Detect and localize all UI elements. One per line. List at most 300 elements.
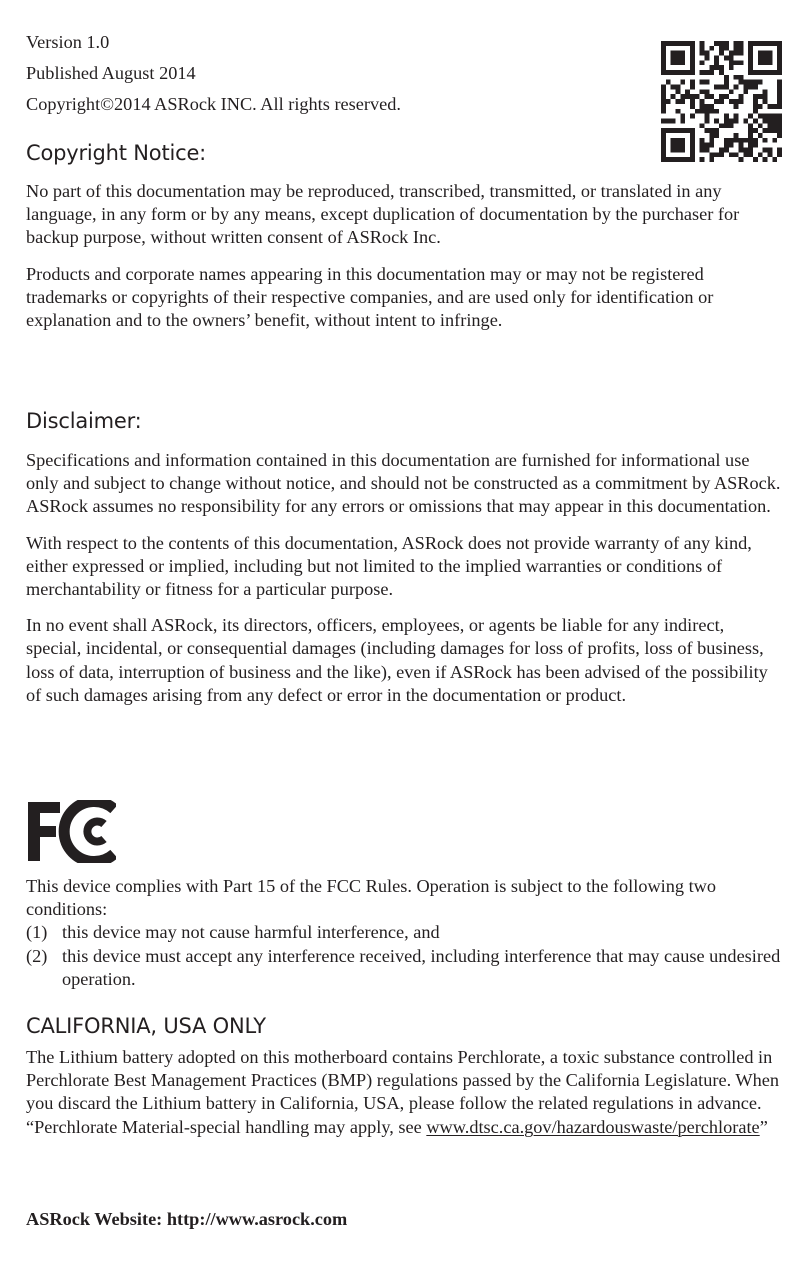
- qr-module: [690, 157, 695, 162]
- qr-module: [758, 104, 763, 109]
- qr-module: [734, 85, 739, 90]
- qr-module: [767, 70, 772, 75]
- fcc-logo-icon: [26, 800, 116, 863]
- qr-module: [661, 41, 666, 46]
- qr-module: [758, 80, 763, 85]
- qr-module: [714, 60, 719, 65]
- qr-module: [709, 104, 714, 109]
- qr-module: [690, 70, 695, 75]
- qr-module: [753, 94, 758, 99]
- qr-module: [738, 75, 743, 80]
- qr-module: [772, 128, 777, 133]
- qr-module: [671, 118, 676, 123]
- qr-module: [753, 85, 758, 90]
- qr-module: [705, 143, 710, 148]
- qr-module: [763, 41, 768, 46]
- qr-module: [661, 147, 666, 152]
- qr-module: [690, 85, 695, 90]
- qr-module: [719, 123, 724, 128]
- qr-module: [748, 65, 753, 70]
- qr-module: [724, 138, 729, 143]
- qr-module: [709, 133, 714, 138]
- qr-module: [680, 41, 685, 46]
- qr-module: [753, 104, 758, 109]
- qr-module: [777, 41, 782, 46]
- qr-module: [709, 65, 714, 70]
- qr-module: [763, 128, 768, 133]
- qr-module: [705, 56, 710, 61]
- qr-module: [709, 109, 714, 114]
- qr-module: [719, 41, 724, 46]
- qr-module: [734, 41, 739, 46]
- version-line: Version 1.0: [26, 32, 110, 52]
- perchlorate-quote: [26, 1116, 782, 1139]
- qr-module: [748, 143, 753, 148]
- qr-module: [743, 85, 748, 90]
- qr-module: [729, 118, 734, 123]
- qr-module: [734, 99, 739, 104]
- qr-module: [700, 138, 705, 143]
- qr-module: [709, 143, 714, 148]
- qr-module: [671, 85, 676, 90]
- qr-module: [767, 123, 772, 128]
- qr-module: [666, 80, 671, 85]
- qr-module: [758, 152, 763, 157]
- qr-module: [676, 109, 681, 114]
- qr-module: [700, 109, 705, 114]
- qr-module: [763, 118, 768, 123]
- qr-module: [758, 114, 763, 119]
- qr-module: [671, 60, 676, 65]
- qr-module: [680, 94, 685, 99]
- qr-module: [666, 70, 671, 75]
- qr-module: [729, 99, 734, 104]
- qr-module: [690, 94, 695, 99]
- qr-module: [724, 123, 729, 128]
- qr-module: [772, 114, 777, 119]
- qr-module: [700, 51, 705, 56]
- qr-module: [719, 51, 724, 56]
- qr-module: [690, 46, 695, 51]
- qr-module: [709, 152, 714, 157]
- qr-module: [729, 60, 734, 65]
- qr-module: [763, 114, 768, 119]
- qr-module: [671, 128, 676, 133]
- qr-module: [671, 147, 676, 152]
- qr-module: [777, 114, 782, 119]
- qr-module: [734, 133, 739, 138]
- qr-module: [700, 157, 705, 162]
- dtsc-perchlorate-link[interactable]: www.dtsc.ca.gov/hazardouswaste/perchlorate: [426, 1116, 760, 1137]
- qr-module: [767, 41, 772, 46]
- qr-module: [724, 41, 729, 46]
- qr-module: [676, 143, 681, 148]
- qr-module: [767, 147, 772, 152]
- qr-module: [753, 80, 758, 85]
- qr-module: [748, 51, 753, 56]
- qr-module: [680, 56, 685, 61]
- qr-module: [695, 109, 700, 114]
- qr-module: [661, 89, 666, 94]
- qr-module: [676, 60, 681, 65]
- qr-module: [777, 152, 782, 157]
- qr-module: [700, 89, 705, 94]
- qr-module: [758, 60, 763, 65]
- qr-module: [767, 152, 772, 157]
- qr-module: [700, 147, 705, 152]
- published-line: Published August 2014: [26, 63, 196, 83]
- qr-module: [748, 147, 753, 152]
- qr-module: [729, 51, 734, 56]
- qr-module: [738, 41, 743, 46]
- copyright-paragraph-2: Products and corporate names appearing in this documentation may or may not be registered trademarks or copyrights of their respective companies, and are used only for identification or explanation and to the owners’ benefit, without intent to infringe.: [26, 263, 714, 331]
- qr-module: [719, 147, 724, 152]
- qr-module: [700, 41, 705, 46]
- qr-module: [666, 157, 671, 162]
- qr-module: [734, 152, 739, 157]
- qr-module: [777, 147, 782, 152]
- qr-module: [714, 99, 719, 104]
- qr-module: [714, 128, 719, 133]
- qr-module: [748, 56, 753, 61]
- qr-module: [661, 143, 666, 148]
- qr-module: [680, 128, 685, 133]
- qr-module: [758, 133, 763, 138]
- qr-module: [763, 56, 768, 61]
- qr-module: [719, 152, 724, 157]
- qr-module: [661, 133, 666, 138]
- asrock-website: ASRock Website: http://www.asrock.com: [26, 1209, 348, 1229]
- qr-module: [753, 99, 758, 104]
- qr-module: [738, 99, 743, 104]
- qr-module: [661, 138, 666, 143]
- qr-module: [777, 104, 782, 109]
- qr-module: [676, 157, 681, 162]
- qr-module: [714, 41, 719, 46]
- qr-module: [748, 138, 753, 143]
- qr-module: [709, 128, 714, 133]
- qr-module: [758, 41, 763, 46]
- perchlorate-quote-prefix: “Perchlorate Material-special handling may apply, see: [26, 1116, 427, 1137]
- qr-module: [680, 80, 685, 85]
- qr-module: [714, 85, 719, 90]
- qr-module: [772, 123, 777, 128]
- qr-module: [705, 51, 710, 56]
- qr-module: [671, 138, 676, 143]
- qr-module: [661, 109, 666, 114]
- qr-module: [676, 56, 681, 61]
- qr-module: [680, 60, 685, 65]
- qr-module: [724, 94, 729, 99]
- qr-module: [748, 80, 753, 85]
- qr-module: [690, 147, 695, 152]
- qr-module: [680, 143, 685, 148]
- qr-module: [714, 65, 719, 70]
- qr-module: [734, 138, 739, 143]
- qr-module: [690, 143, 695, 148]
- qr-module: [777, 128, 782, 133]
- qr-module: [680, 138, 685, 143]
- qr-module: [734, 75, 739, 80]
- qr-module: [767, 104, 772, 109]
- qr-module: [671, 70, 676, 75]
- qr-module: [777, 51, 782, 56]
- qr-module: [777, 99, 782, 104]
- qr-module: [767, 51, 772, 56]
- qr-module: [729, 138, 734, 143]
- qr-module: [680, 118, 685, 123]
- qr-module: [772, 118, 777, 123]
- qr-module: [753, 109, 758, 114]
- qr-module: [777, 133, 782, 138]
- qr-module: [758, 94, 763, 99]
- qr-module: [724, 147, 729, 152]
- fcc-condition-2: [26, 945, 782, 991]
- qr-module: [690, 133, 695, 138]
- qr-module: [734, 104, 739, 109]
- qr-module: [734, 118, 739, 123]
- qr-module: [753, 41, 758, 46]
- qr-module: [661, 118, 666, 123]
- qr-module: [709, 157, 714, 162]
- qr-module: [680, 147, 685, 152]
- qr-module: [700, 99, 705, 104]
- qr-module: [685, 157, 690, 162]
- qr-module: [661, 157, 666, 162]
- qr-module: [772, 41, 777, 46]
- qr-module: [676, 41, 681, 46]
- qr-module: [705, 94, 710, 99]
- qr-module: [661, 46, 666, 51]
- qr-module: [719, 46, 724, 51]
- qr-module: [777, 60, 782, 65]
- qr-module: [705, 128, 710, 133]
- qr-module: [748, 70, 753, 75]
- qr-module: [777, 89, 782, 94]
- qr-module: [743, 80, 748, 85]
- qr-module: [777, 94, 782, 99]
- qr-module: [767, 60, 772, 65]
- qr-module: [777, 80, 782, 85]
- qr-module: [743, 152, 748, 157]
- qr-module: [734, 60, 739, 65]
- qr-module: [758, 123, 763, 128]
- qr-module: [738, 147, 743, 152]
- qr-module: [680, 114, 685, 119]
- qr-module: [690, 138, 695, 143]
- qr-module: [661, 85, 666, 90]
- qr-module: [685, 128, 690, 133]
- qr-module: [763, 60, 768, 65]
- qr-module: [719, 70, 724, 75]
- qr-module: [729, 65, 734, 70]
- qr-module: [743, 89, 748, 94]
- qr-module: [685, 41, 690, 46]
- disclaimer-body: [26, 449, 782, 707]
- qr-module: [772, 104, 777, 109]
- qr-module: [763, 94, 768, 99]
- qr-module: [685, 94, 690, 99]
- qr-module: [753, 70, 758, 75]
- qr-module: [734, 114, 739, 119]
- qr-module: [719, 99, 724, 104]
- qr-module: [700, 70, 705, 75]
- qr-module: [753, 118, 758, 123]
- qr-module: [767, 118, 772, 123]
- qr-module: [753, 143, 758, 148]
- qr-module: [719, 85, 724, 90]
- qr-module: [690, 152, 695, 157]
- qr-module: [724, 56, 729, 61]
- qr-module: [666, 99, 671, 104]
- qr-module: [748, 123, 753, 128]
- fcc-conditions-list: [26, 921, 782, 991]
- fcc-condition-text: this device may not cause harmful interference, and: [62, 922, 440, 943]
- qr-module: [763, 51, 768, 56]
- qr-module: [777, 46, 782, 51]
- qr-module: [671, 56, 676, 61]
- qr-module: [705, 109, 710, 114]
- perchlorate-quote-suffix: ”: [759, 1116, 768, 1137]
- qr-module: [676, 138, 681, 143]
- qr-module: [705, 118, 710, 123]
- copyright-line: Copyright©2014 ASRock INC. All rights reserved.: [26, 94, 401, 114]
- qr-module: [705, 70, 710, 75]
- qr-code-icon: [661, 41, 782, 162]
- qr-module: [690, 60, 695, 65]
- qr-module: [748, 128, 753, 133]
- qr-module: [738, 138, 743, 143]
- qr-module: [666, 128, 671, 133]
- qr-module: [661, 99, 666, 104]
- fcc-statement: [26, 875, 782, 991]
- qr-module: [758, 51, 763, 56]
- qr-module: [690, 99, 695, 104]
- qr-module: [714, 152, 719, 157]
- qr-module: [700, 60, 705, 65]
- qr-module: [676, 89, 681, 94]
- qr-module: [777, 85, 782, 90]
- qr-module: [753, 138, 758, 143]
- copyright-notice-heading: Copyright Notice:: [26, 141, 207, 165]
- qr-module: [705, 114, 710, 119]
- qr-module: [680, 157, 685, 162]
- qr-module: [719, 65, 724, 70]
- qr-module: [724, 118, 729, 123]
- qr-module: [714, 133, 719, 138]
- qr-module: [724, 143, 729, 148]
- qr-module: [714, 56, 719, 61]
- qr-module: [758, 56, 763, 61]
- qr-module: [705, 147, 710, 152]
- qr-module: [661, 60, 666, 65]
- qr-module: [738, 46, 743, 51]
- qr-module: [777, 70, 782, 75]
- qr-module: [729, 89, 734, 94]
- qr-module: [724, 85, 729, 90]
- qr-module: [709, 70, 714, 75]
- qr-module: [661, 104, 666, 109]
- qr-module: [748, 85, 753, 90]
- qr-module: [738, 80, 743, 85]
- qr-module: [738, 60, 743, 65]
- qr-module: [777, 123, 782, 128]
- qr-module: [719, 94, 724, 99]
- qr-module: [695, 94, 700, 99]
- qr-module: [661, 65, 666, 70]
- qr-module: [743, 147, 748, 152]
- qr-module: [738, 143, 743, 148]
- qr-module: [705, 89, 710, 94]
- qr-module: [738, 51, 743, 56]
- qr-module: [709, 138, 714, 143]
- qr-module: [690, 104, 695, 109]
- fcc-condition-number: (1): [26, 922, 48, 943]
- disclaimer-paragraph-3: In no event shall ASRock, its directors, officers, employees, or agents be liable for any indirect, special, incidental, or consequential damages (including damages for loss of profits, loss of business, loss of data, interruption of business and the like), even if ASRock has been advised of the possibility of such damages arising from any defect or error in the documentation or product.: [26, 615, 768, 705]
- disclaimer-heading: Disclaimer:: [26, 409, 142, 433]
- qr-module: [661, 56, 666, 61]
- qr-module: [676, 51, 681, 56]
- qr-module: [748, 152, 753, 157]
- qr-module: [724, 75, 729, 80]
- qr-module: [676, 128, 681, 133]
- qr-module: [690, 128, 695, 133]
- qr-module: [676, 85, 681, 90]
- qr-module: [671, 51, 676, 56]
- fcc-intro: This device complies with Part 15 of the FCC Rules. Operation is subject to the following two conditions:: [26, 876, 717, 920]
- qr-module: [700, 143, 705, 148]
- qr-module: [753, 157, 758, 162]
- qr-module: [724, 114, 729, 119]
- qr-module: [748, 46, 753, 51]
- california-heading: CALIFORNIA, USA ONLY: [26, 1014, 266, 1038]
- qr-module: [709, 46, 714, 51]
- california-body: [26, 1046, 782, 1139]
- qr-module: [748, 114, 753, 119]
- qr-module: [763, 70, 768, 75]
- qr-module: [700, 46, 705, 51]
- qr-module: [763, 138, 768, 143]
- disclaimer-paragraph-1: Specifications and information contained in this documentation are furnished for informational use only and subject to change without notice, and should not be constructed as a commitment by ASRock. ASRock assumes no responsibility for any errors or omissions that may appear in this documentation.: [26, 450, 781, 517]
- fcc-condition-number: (2): [26, 945, 48, 966]
- qr-module: [743, 118, 748, 123]
- qr-module: [661, 70, 666, 75]
- qr-module: [734, 46, 739, 51]
- fcc-condition-text: this device must accept any interference received, including interference that may cause undesired operation.: [62, 945, 781, 989]
- qr-module: [724, 80, 729, 85]
- qr-module: [758, 70, 763, 75]
- qr-module: [729, 123, 734, 128]
- copyright-paragraph-1: No part of this documentation may be reproduced, transcribed, transmitted, or translated in any language, in any form or by any means, except duplication of documentation by the purchaser for backup purpose, without written consent of ASRock Inc.: [26, 181, 740, 248]
- qr-module: [772, 138, 777, 143]
- qr-module: [676, 147, 681, 152]
- qr-module: [690, 51, 695, 56]
- qr-module: [729, 152, 734, 157]
- qr-module: [690, 41, 695, 46]
- qr-module: [680, 99, 685, 104]
- qr-module: [676, 70, 681, 75]
- qr-module: [738, 94, 743, 99]
- qr-module: [714, 109, 719, 114]
- qr-module: [724, 46, 729, 51]
- qr-module: [748, 133, 753, 138]
- qr-module: [729, 143, 734, 148]
- qr-module: [685, 70, 690, 75]
- fcc-condition-1: [26, 921, 782, 944]
- qr-module: [709, 94, 714, 99]
- qr-module: [680, 70, 685, 75]
- qr-module: [763, 99, 768, 104]
